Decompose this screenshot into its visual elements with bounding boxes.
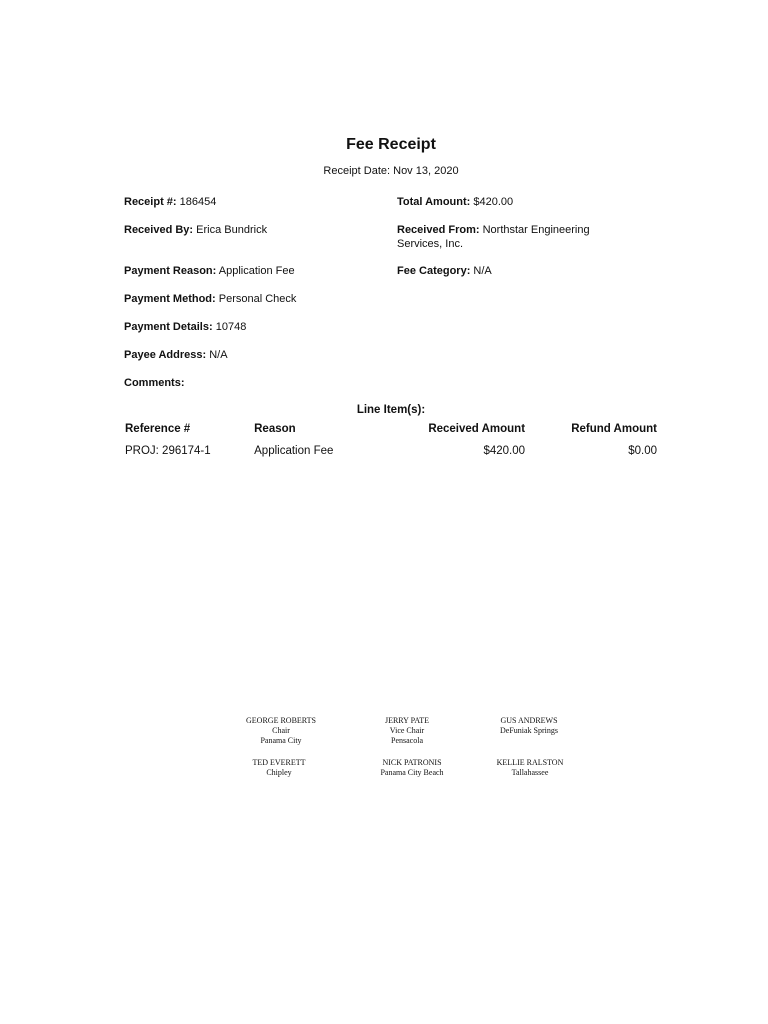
board-member-city: Pensacola [391,736,423,745]
table-row [121,439,661,459]
comments-field [124,376,185,390]
board-member-city: Chipley [266,768,292,777]
column-header-refund-amount: Refund Amount [571,423,657,435]
payee-address-label: Payee Address: [124,349,207,361]
board-member [219,758,339,778]
payment-method-label: Payment Method: [124,293,216,305]
fee-category-field [397,264,637,278]
column-header-received-amount: Received Amount [428,423,526,435]
board-member-name: TED EVERETT [252,758,306,767]
total-amount-value: $420.00 [473,196,514,208]
board-member [470,758,590,778]
column-header-reason: Reason [254,423,296,435]
cell-received-amount: $420.00 [483,445,526,457]
board-member-title: Vice Chair [389,726,425,735]
payment-details-label: Payment Details: [124,321,213,333]
total-amount-field [397,195,637,209]
board-member-name: JERRY PATE [384,716,430,725]
board-member-city: Panama City Beach [380,768,444,777]
line-items-table [121,421,661,459]
board-member-city: Tallahassee [511,768,549,777]
received-by-field [124,223,267,237]
board-member-city: Panama City [260,736,302,745]
board-member-name: GEORGE ROBERTS [246,716,316,725]
payee-address-value: N/A [209,349,228,361]
line-items-heading: Line Item(s): [356,404,426,416]
cell-refund-amount: $0.00 [628,445,657,457]
table-header-row [121,421,661,439]
payment-method-field [124,292,296,306]
payee-address-field [124,348,228,362]
board-member-title: Chair [272,726,290,735]
fee-category-value: N/A [473,265,492,277]
total-amount-label: Total Amount: [397,196,471,208]
receipt-number-label: Receipt #: [124,196,177,208]
payment-reason-label: Payment Reason: [124,265,217,277]
received-by-value: Erica Bundrick [196,224,268,236]
board-member-name: GUS ANDREWS [500,716,558,725]
receipt-number-field [124,195,216,209]
received-from-field [397,223,637,251]
payment-details-field [124,320,246,334]
received-by-label: Received By: [124,224,194,236]
column-header-reference: Reference # [125,423,191,435]
payment-details-value: 10748 [215,321,247,333]
cell-reference: PROJ: 296174-1 [125,445,211,457]
fee-category-label: Fee Category: [397,265,471,277]
board-member [347,716,467,746]
received-from-value: Northstar Engineering Services, Inc. [397,224,590,250]
cell-reason: Application Fee [254,445,334,457]
received-from-label: Received From: [397,224,480,236]
payment-reason-field [124,264,295,278]
board-member [469,716,589,736]
board-member-name: KELLIE RALSTON [496,758,564,767]
board-member [221,716,341,746]
payment-reason-value: Application Fee [218,265,295,277]
board-member-name: NICK PATRONIS [382,758,442,767]
board-member-city: DeFuniak Springs [500,726,558,735]
comments-label: Comments: [124,377,185,389]
receipt-date: Receipt Date: Nov 13, 2020 [323,165,459,177]
receipt-number-value: 186454 [179,196,217,208]
page-title: Fee Receipt [346,136,436,153]
board-member [352,758,472,778]
payment-method-value: Personal Check [218,293,297,305]
